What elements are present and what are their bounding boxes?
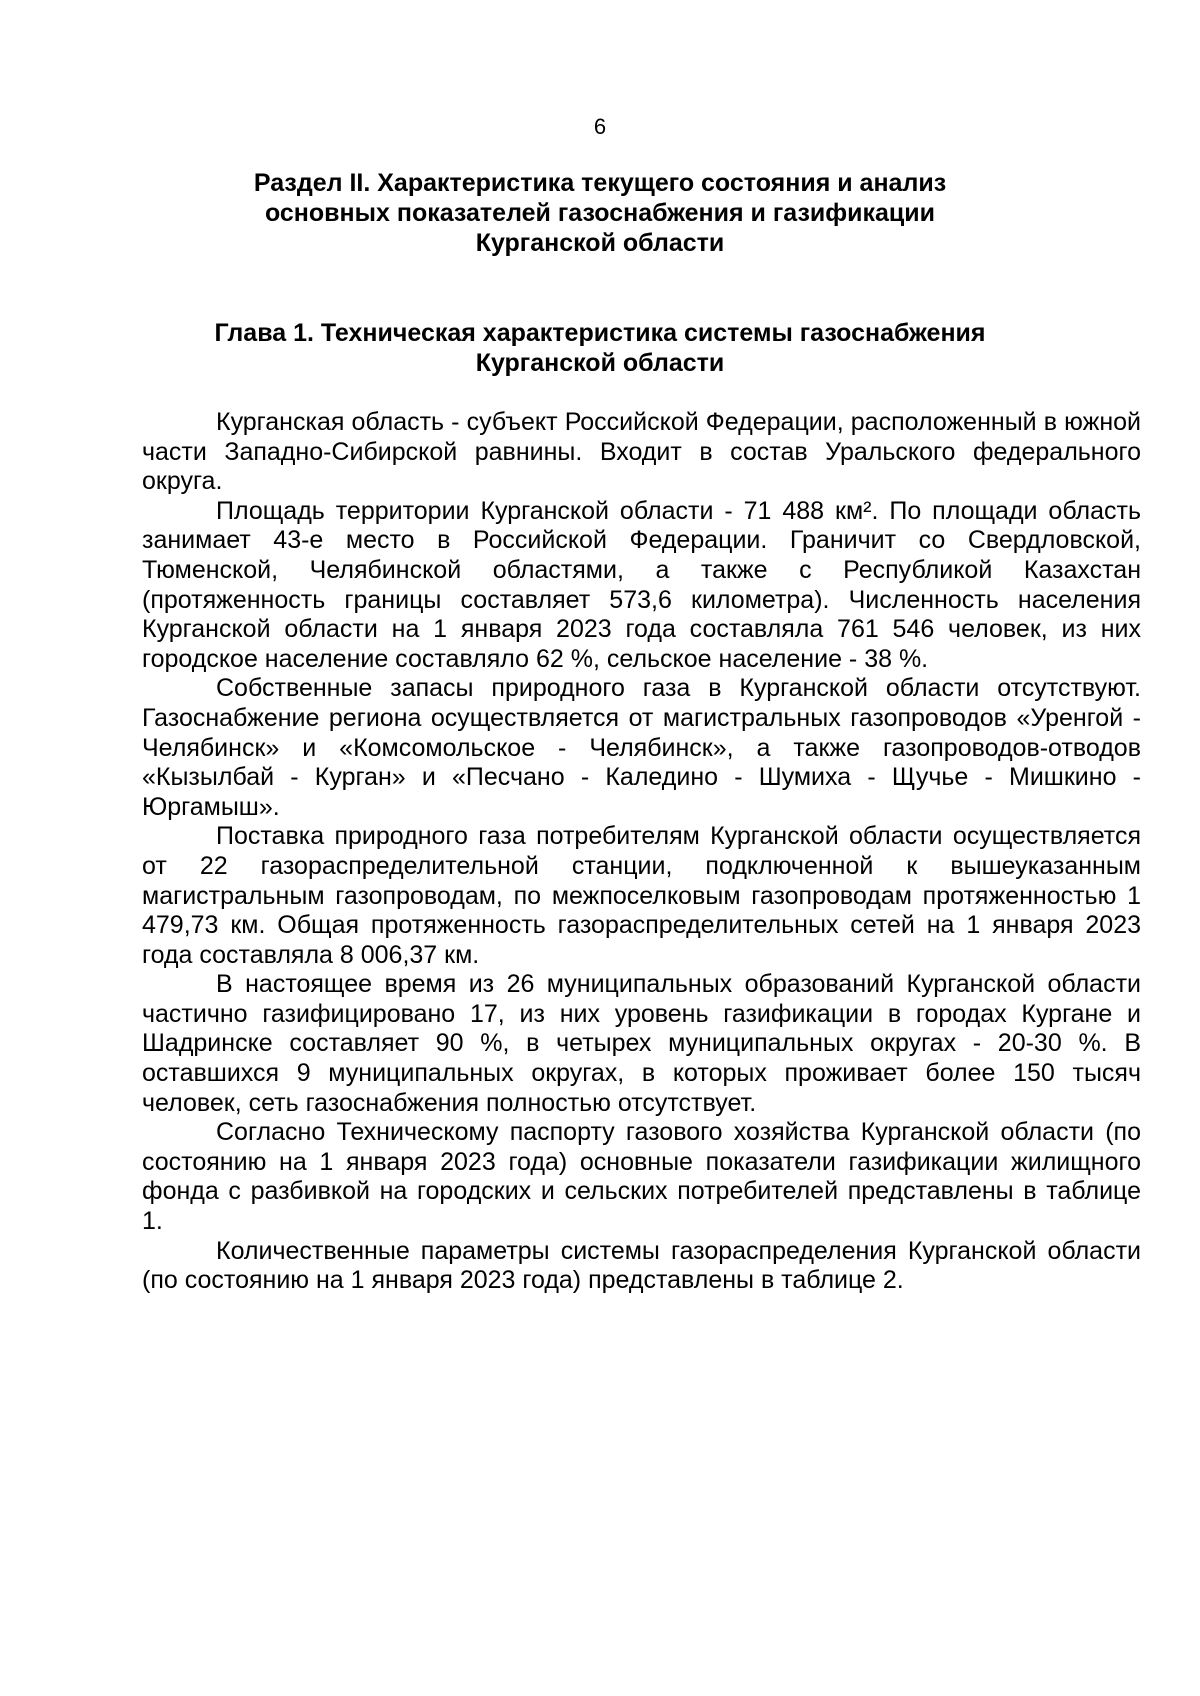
section-title-line: Раздел II. Характеристика текущего состояния и анализ [253,169,947,197]
chapter-title-line: Глава 1. Техническая характеристика системы газоснабжения [214,319,986,347]
section-title-line: Курганской области [475,229,725,257]
section-title [160,168,1040,258]
chapter-title [160,318,1040,378]
paragraph: Курганская область - субъект Российской Федерации, расположенный в южной части Западно-Сибирской равнины. Входит в состав Уральского федерального округа. [142,408,1141,496]
section-title-line: основных показателей газоснабжения и газификации [264,199,936,227]
paragraph: Поставка природного газа потребителям Курганской области осуществляется от 22 газораспределительной станции, подключенной к вышеуказанным магистральным газопроводам, по межпоселковым газопроводам протяженностью 1 479,73 км. Общая протяженность газораспределительных сетей на 1 января 2023 года составляла 8 006,37 км. [142,822,1141,969]
chapter-title-line: Курганской области [475,349,725,377]
paragraph: Согласно Техническому паспорту газового хозяйства Курганской области (по состоянию на 1 января 2023 года) основные показатели газификации жилищного фонда с разбивкой на городских и сельских потребителей представлены в таблице 1. [142,1118,1141,1236]
paragraph: Собственные запасы природного газа в Курганской области отсутствуют. Газоснабжение региона осуществляется от магистральных газопроводов «Уренгой - Челябинск» и «Комсомольское - Челябинск», а также газопроводов-отводов «Кызылбай - Курган» и «Песчано - Каледино - Шумиха - Щучье - Мишкино - Юргамыш». [142,674,1141,821]
paragraph: Количественные параметры системы газораспределения Курганской области (по состоянию на 1 января 2023 года) представлены в таблице 2. [142,1236,1141,1295]
paragraph: Площадь территории Курганской области - 71 488 км². По площади область занимает 43-е место в Российской Федерации. Граничит со Свердловской, Тюменской, Челябинской областями, а также с Республикой Казахстан (протяженность границы составляет 573,6 километра). Численность населения Курганской области на 1 января 2023 года составляла 761 546 человек, из них городское население составляло 62 %, сельское население - 38 %. [142,496,1141,673]
body-text [142,408,1141,1296]
paragraph: В настоящее время из 26 муниципальных образований Курганской области частично газифицировано 17, из них уровень газификации в городах Кургане и Шадринске составляет 90 %, в четырех муниципальных округах - 20-30 %. В оставшихся 9 муниципальных округах, в которых проживает более 150 тысяч человек, сеть газоснабжения полностью отсутствует. [142,970,1141,1117]
page-number: 6 [593,114,607,139]
